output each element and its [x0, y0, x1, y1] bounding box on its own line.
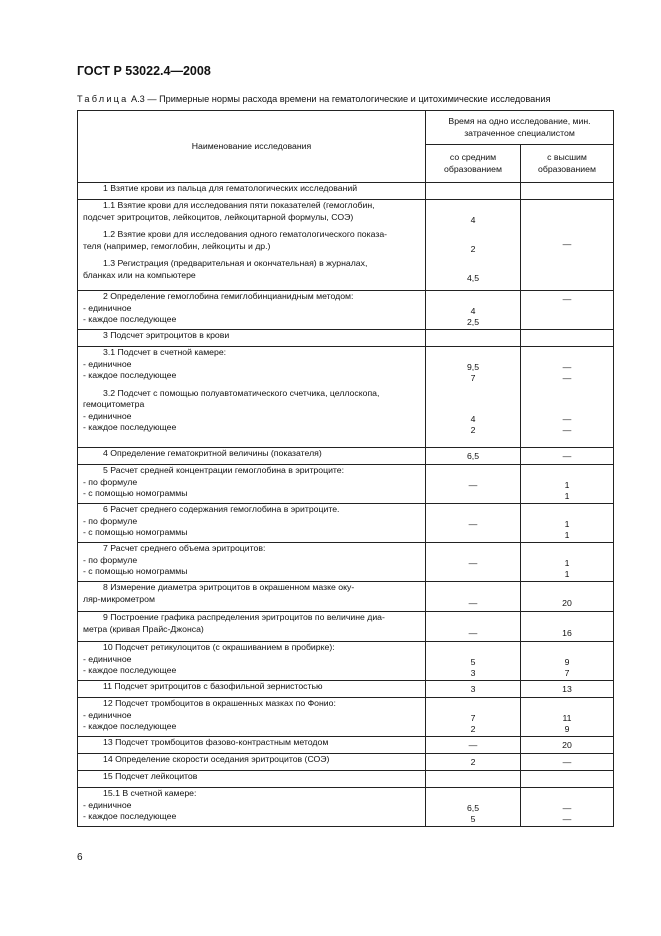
value-line: — — [562, 413, 572, 424]
value-line: — — [562, 451, 572, 461]
value-line — [426, 203, 520, 215]
description-line: - с помощью номограммы — [83, 566, 188, 576]
value-mid-education — [426, 465, 521, 504]
table-row — [78, 448, 614, 465]
value-mid-education — [426, 612, 521, 642]
column-header-mid: со средним образованием — [426, 145, 521, 183]
row-description — [78, 465, 426, 504]
description-line: - единичное — [83, 302, 132, 313]
description-line: 7 Расчет среднего объема эритроцитов: — [103, 543, 266, 553]
value-high-education — [521, 183, 614, 200]
value-line: 3 — [470, 668, 476, 678]
value-line: 9,5 — [466, 361, 480, 372]
description-line: 1 Взятие крови из пальца для гематологических исследований — [103, 183, 358, 193]
table-row — [78, 200, 614, 291]
value-line: — — [562, 239, 572, 250]
table-row — [78, 754, 614, 771]
row-description — [78, 771, 426, 788]
table-row — [78, 183, 614, 200]
value-line: 5 — [470, 814, 476, 824]
row-description — [78, 543, 426, 582]
description-line: 3.1 Подсчет в счетной камере: — [103, 347, 227, 357]
value-line — [521, 507, 613, 519]
description-line: - единичное — [83, 410, 132, 421]
table-row — [78, 698, 614, 737]
value-line: 7 — [470, 712, 476, 723]
value-line: — — [562, 757, 572, 767]
table-row — [78, 771, 614, 788]
value-line: — — [562, 373, 572, 383]
value-line — [521, 701, 613, 713]
value-line: 1 — [564, 557, 570, 568]
table-row — [78, 642, 614, 681]
description-line: - каждое последующее — [83, 314, 177, 324]
value-line: 4 — [470, 214, 476, 225]
value-line — [426, 294, 520, 306]
description-line: - каждое последующее — [83, 665, 177, 675]
value-line: 16 — [562, 627, 572, 638]
row-description — [78, 291, 426, 330]
description-line: теля (например, гемоглобин, лейкоциты и др.) — [83, 240, 271, 251]
value-high-education — [521, 291, 614, 330]
value-high-education — [521, 543, 614, 582]
row-description — [78, 642, 426, 681]
table-row — [78, 788, 614, 827]
value-line — [426, 232, 520, 244]
value-high-education — [521, 504, 614, 543]
value-line: 1 — [564, 518, 570, 529]
value-high-education — [521, 347, 614, 448]
row-description — [78, 330, 426, 347]
value-mid-education — [426, 291, 521, 330]
row-description — [78, 582, 426, 612]
table-row — [78, 543, 614, 582]
description-line: - по формуле — [83, 515, 138, 526]
row-description — [78, 612, 426, 642]
description-line: метра (кривая Прайс-Джонса) — [83, 623, 204, 634]
value-line — [426, 791, 520, 803]
description-line: 1.1 Взятие крови для исследования пяти показателей (гемоглобин, — [103, 200, 375, 210]
value-line: 3 — [470, 684, 476, 694]
value-line — [521, 468, 613, 480]
description-line: 12 Подсчет тромбоцитов в окрашенных мазках по Фонио: — [103, 698, 336, 708]
row-description — [78, 448, 426, 465]
table-caption-text: А.3 — Примерные нормы расхода времени на гематологические и цитохимические исследования — [128, 94, 551, 104]
value-line: 2 — [470, 757, 476, 767]
column-header-high: с высшим образованием — [521, 145, 614, 183]
value-mid-education — [426, 330, 521, 347]
table-row — [78, 681, 614, 698]
value-line: 1 — [564, 569, 570, 579]
document-header: ГОСТ Р 53022.4—2008 — [77, 64, 211, 78]
value-mid-education — [426, 737, 521, 754]
row-description — [78, 504, 426, 543]
description-line: 13 Подсчет тромбоцитов фазово-контрастным методом — [103, 737, 329, 747]
value-line: 9 — [564, 656, 570, 667]
value-mid-education — [426, 771, 521, 788]
value-line: 11 — [562, 712, 572, 723]
value-line — [521, 645, 613, 657]
value-line: 1 — [564, 479, 570, 490]
value-line — [426, 468, 520, 480]
value-line — [426, 586, 520, 598]
value-high-education — [521, 448, 614, 465]
value-line: 1 — [564, 530, 570, 540]
value-high-education — [521, 582, 614, 612]
value-high-education — [521, 465, 614, 504]
value-line — [426, 491, 520, 503]
value-line: 1 — [564, 491, 570, 501]
value-high-education — [521, 698, 614, 737]
value-line — [426, 645, 520, 657]
value-line: 2 — [470, 724, 476, 734]
description-line: 4 Определение гематокритной величины (показателя) — [103, 448, 322, 458]
value-mid-education — [426, 788, 521, 827]
row-description — [78, 698, 426, 737]
value-line: 2,5 — [466, 317, 480, 327]
description-line: ляр-микрометром — [83, 593, 155, 604]
value-line — [426, 507, 520, 519]
value-mid-education — [426, 582, 521, 612]
row-description — [78, 754, 426, 771]
description-line: 1.2 Взятие крови для исследования одного гематологического показа- — [103, 229, 388, 239]
table-caption-label: Таблица — [77, 94, 129, 104]
value-line — [426, 391, 520, 403]
value-line — [426, 569, 520, 581]
table-row — [78, 347, 614, 448]
value-line: — — [468, 740, 478, 750]
value-high-education — [521, 754, 614, 771]
value-line: — — [562, 814, 572, 824]
value-line: — — [562, 425, 572, 435]
value-line — [426, 402, 520, 414]
description-line: 10 Подсчет ретикулоцитов (с окрашиванием в пробирке): — [103, 642, 335, 652]
value-line: — — [562, 361, 572, 372]
description-line: 6 Расчет среднего содержания гемоглобина в эритроците. — [103, 504, 340, 514]
value-line: 2 — [470, 425, 476, 435]
value-line — [521, 586, 613, 598]
row-description — [78, 737, 426, 754]
value-mid-education — [426, 347, 521, 448]
value-mid-education — [426, 698, 521, 737]
description-line: - каждое последующее — [83, 422, 177, 432]
description-line: - с помощью номограммы — [83, 488, 188, 498]
value-line — [426, 701, 520, 713]
description-line: - по формуле — [83, 554, 138, 565]
value-line: 6,5 — [466, 802, 480, 813]
value-line — [426, 530, 520, 542]
value-line: 4 — [470, 413, 476, 424]
value-line: — — [468, 479, 478, 490]
value-line: — — [562, 294, 572, 304]
value-line: — — [468, 557, 478, 568]
description-line: 15 Подсчет лейкоцитов — [103, 771, 198, 781]
value-line: — — [468, 518, 478, 529]
value-line: 6,5 — [466, 451, 480, 461]
description-line: бланках или на компьютере — [83, 269, 196, 280]
description-line: 15.1 В счетной камере: — [103, 788, 197, 798]
value-mid-education — [426, 681, 521, 698]
row-description — [78, 788, 426, 827]
description-line: 5 Расчет средней концентрации гемоглобина в эритроците: — [103, 465, 345, 475]
value-line: — — [468, 597, 478, 608]
value-line: — — [562, 802, 572, 813]
row-description — [78, 681, 426, 698]
description-line: 1.3 Регистрация (предварительная и окончательная) в журналах, — [103, 258, 368, 268]
description-line: 2 Определение гемоглобина гемиглобинцианидным методом: — [103, 291, 354, 301]
table-row — [78, 291, 614, 330]
description-line: 8 Измерение диаметра эритроцитов в окрашенном мазке оку- — [103, 582, 355, 592]
description-line: 3 Подсчет эритроцитов в крови — [103, 330, 230, 340]
value-high-education — [521, 788, 614, 827]
description-line: - по формуле — [83, 476, 138, 487]
value-high-education — [521, 737, 614, 754]
value-mid-education — [426, 543, 521, 582]
value-high-education — [521, 330, 614, 347]
value-line — [521, 391, 613, 403]
column-header-time: Время на одно исследование, мин. затраченное специалистом — [426, 111, 614, 145]
value-mid-education — [426, 754, 521, 771]
value-line — [521, 616, 613, 628]
description-line: - каждое последующее — [83, 721, 177, 731]
table-row — [78, 612, 614, 642]
description-line: - единичное — [83, 358, 132, 369]
table-body — [78, 183, 614, 827]
value-mid-education — [426, 183, 521, 200]
value-mid-education — [426, 642, 521, 681]
value-line: 5 — [470, 656, 476, 667]
column-header-name: Наименование исследования — [78, 111, 426, 183]
value-mid-education — [426, 200, 521, 291]
value-line — [521, 350, 613, 362]
value-line — [426, 616, 520, 628]
description-line: - единичное — [83, 799, 132, 810]
row-description — [78, 183, 426, 200]
table-row — [78, 465, 614, 504]
value-line: 4,5 — [466, 272, 480, 283]
page-number: 6 — [77, 852, 83, 863]
description-line: - с помощью номограммы — [83, 527, 188, 537]
value-line: — — [468, 627, 478, 638]
value-line: 9 — [564, 724, 570, 734]
description-line: - каждое последующее — [83, 370, 177, 380]
value-line — [521, 546, 613, 558]
value-line — [521, 402, 613, 414]
value-mid-education — [426, 448, 521, 465]
table-row — [78, 582, 614, 612]
value-high-education — [521, 771, 614, 788]
value-line: 7 — [470, 373, 476, 383]
value-line: 13 — [562, 684, 572, 694]
description-line: 3.2 Подсчет с помощью полуавтоматического счетчика, целлоскопа, — [103, 387, 380, 398]
value-line — [521, 791, 613, 803]
row-description — [78, 200, 426, 291]
norms-table — [77, 110, 614, 827]
description-line: 11 Подсчет эритроцитов с базофильной зернистостью — [103, 681, 323, 691]
value-high-education — [521, 681, 614, 698]
table-row — [78, 737, 614, 754]
description-line: - единичное — [83, 653, 132, 664]
table-row — [78, 330, 614, 347]
value-line — [426, 546, 520, 558]
value-line — [426, 261, 520, 273]
description-line: - единичное — [83, 709, 132, 720]
value-line: 2 — [470, 243, 476, 254]
description-line: - каждое последующее — [83, 811, 177, 821]
row-description — [78, 347, 426, 448]
value-line: 20 — [562, 597, 572, 608]
value-line: 7 — [564, 668, 570, 678]
description-line: 14 Определение скорости оседания эритроцитов (СОЭ) — [103, 754, 330, 764]
description-line: подсчет эритроцитов, лейкоцитов, лейкоцитарной формулы, СОЭ) — [83, 211, 354, 222]
value-high-education — [521, 200, 614, 291]
description-line: гемоцитометра — [83, 399, 145, 409]
table-row — [78, 504, 614, 543]
value-high-education — [521, 642, 614, 681]
value-high-education — [521, 612, 614, 642]
value-line — [426, 350, 520, 362]
value-mid-education — [426, 504, 521, 543]
value-line: 20 — [562, 740, 572, 750]
description-line: 9 Построение графика распределения эритроцитов по величине диа- — [103, 612, 385, 622]
value-line: 4 — [470, 305, 476, 316]
table-caption — [77, 94, 550, 104]
